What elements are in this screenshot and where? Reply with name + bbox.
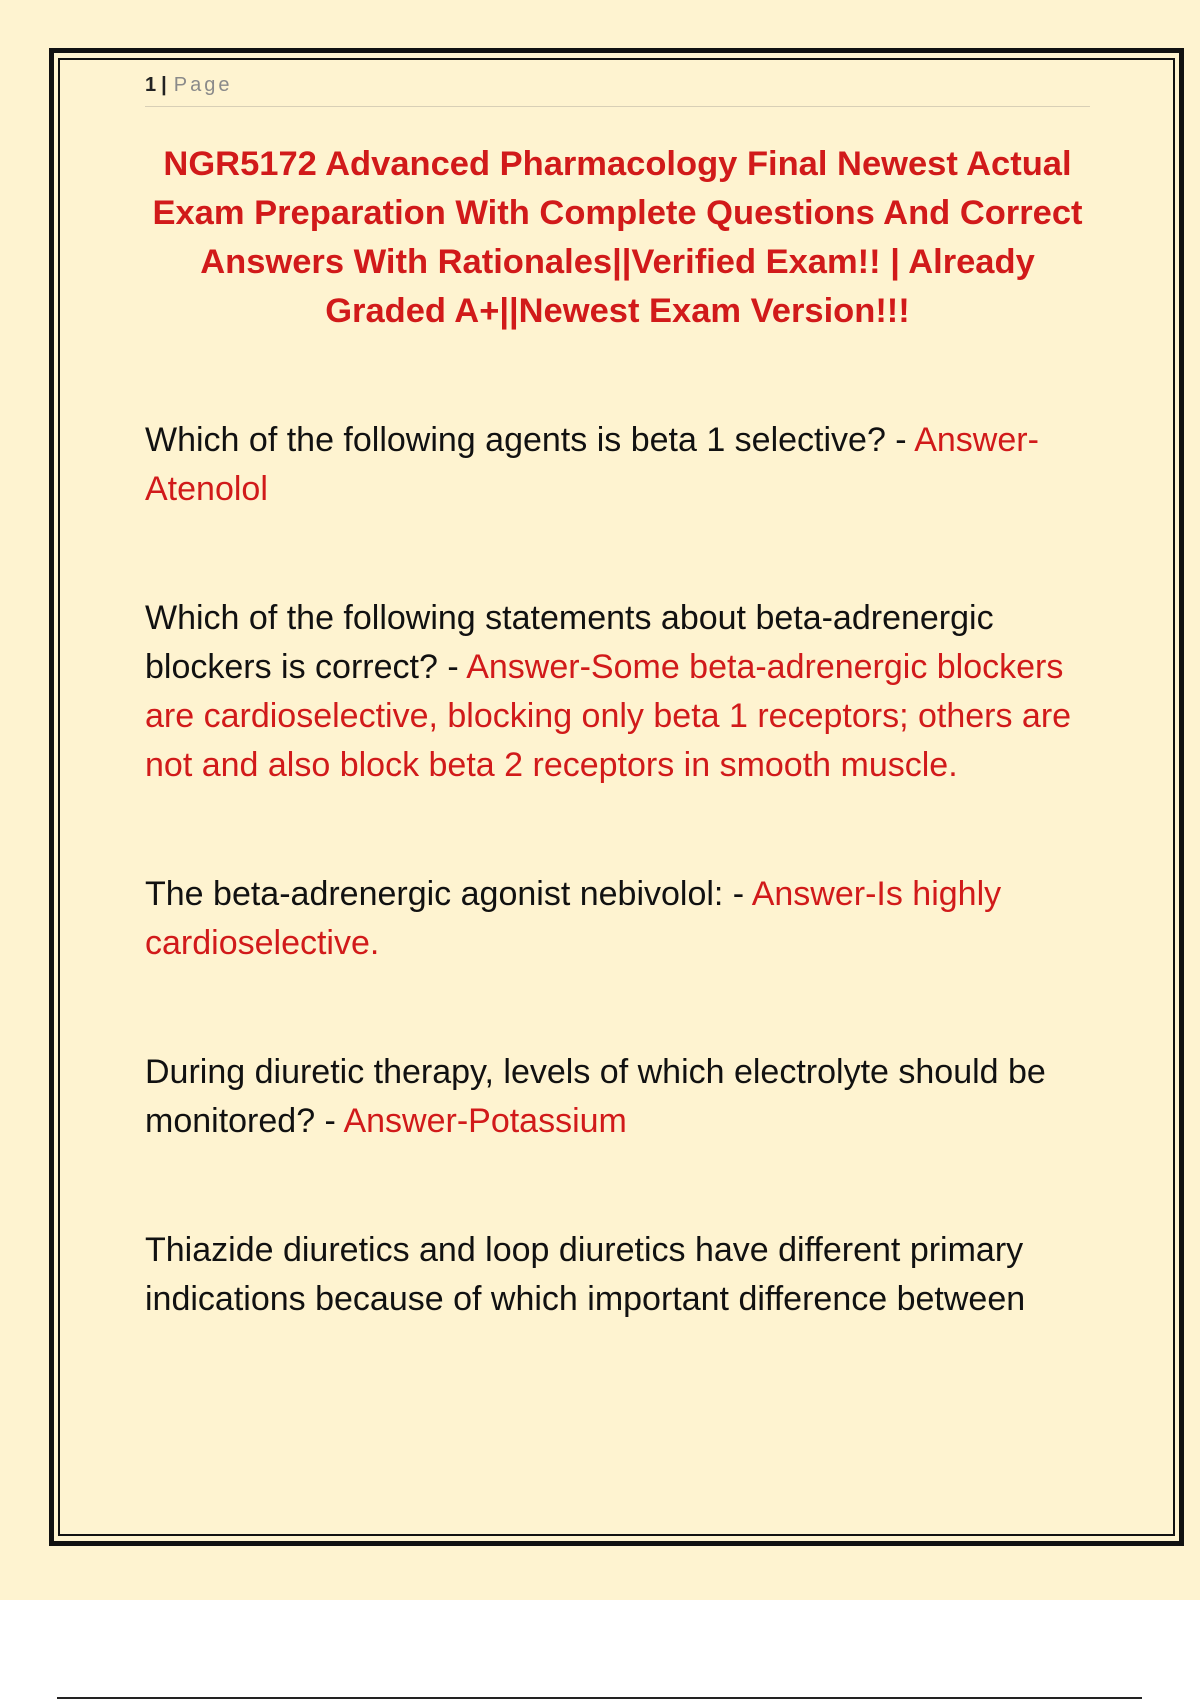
- qa-item: [145, 594, 1100, 790]
- answer-text: Answer-Some beta-adrenergic blockers are cardioselective, blocking only beta 1 receptors; others are not and also block beta 2 receptors in smooth muscle.: [145, 648, 1072, 784]
- question-text: During diuretic therapy, levels of which electrolyte should be monitored? -: [145, 1053, 1046, 1140]
- question-text: Which of the following agents is beta 1 selective? -: [145, 421, 915, 459]
- next-page-rule: [57, 1697, 1142, 1699]
- page-header: [145, 74, 1090, 107]
- qa-item: [145, 870, 1100, 968]
- question-text: Thiazide diuretics and loop diuretics have different primary indications because of which important difference between: [145, 1231, 1026, 1318]
- document-title: NGR5172 Advanced Pharmacology Final Newest Actual Exam Preparation With Complete Questions And Correct Answers With Rationales||Verified Exam!! | Already Graded A+||Newest Exam Version!!!: [152, 145, 1083, 330]
- qa-item: [145, 1048, 1100, 1146]
- answer-text: Answer-Potassium: [343, 1102, 627, 1140]
- question-text: Which of the following statements about beta-adrenergic blockers is correct? -: [145, 599, 994, 686]
- qa-item: [145, 416, 1100, 514]
- question-text: The beta-adrenergic agonist nebivolol: -: [145, 875, 752, 913]
- qa-list: [145, 416, 1100, 1404]
- page-label: Page: [173, 74, 233, 96]
- page-number: 1: [145, 74, 158, 96]
- answer-text: Answer-Is highly cardioselective.: [145, 875, 1002, 962]
- answer-text: Answer-Atenolol: [145, 421, 1039, 508]
- page-separator: |: [161, 74, 170, 96]
- qa-item: [145, 1226, 1100, 1324]
